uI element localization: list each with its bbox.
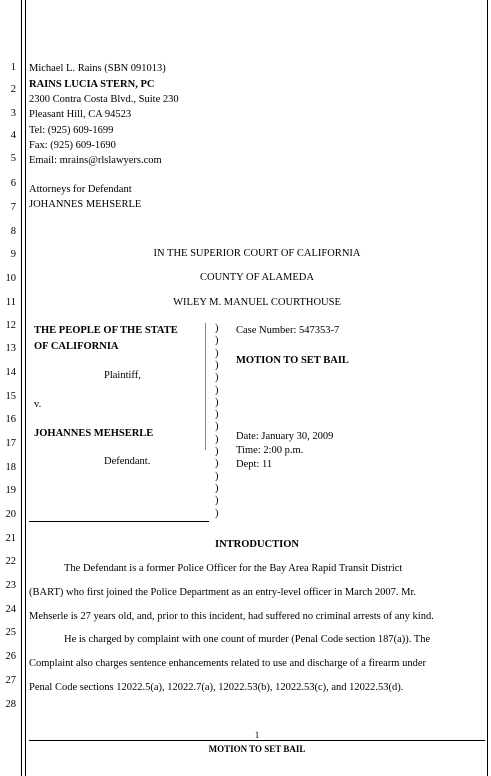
firm-email: Email: mrains@rlslawyers.com: [29, 155, 162, 166]
caption-paren: ): [215, 458, 219, 470]
line-number: 16: [5, 414, 16, 425]
court-county: COUNTY OF ALAMEDA: [200, 272, 314, 283]
caption-divider: [205, 323, 206, 450]
court-name: IN THE SUPERIOR COURT OF CALIFORNIA: [153, 248, 361, 259]
line-number: 14: [5, 367, 16, 378]
paragraph-2-line-2: Complaint also charges sentence enhancements related to use and discharge of a firearm under: [29, 658, 427, 669]
line-numbers: [0, 0, 18, 776]
line-number: 22: [5, 556, 16, 567]
courthouse-name: WILEY M. MANUEL COURTHOUSE: [173, 297, 341, 308]
line-number: 6: [10, 178, 16, 189]
firm-tel: Tel: (925) 609-1699: [29, 125, 114, 136]
paragraph-1-line-2: (BART) who first joined the Police Department as an entry-level officer in March 2007. Mr.: [29, 587, 416, 598]
versus: v.: [34, 399, 42, 410]
section-heading: INTRODUCTION: [214, 539, 299, 550]
line-number: 25: [5, 627, 16, 638]
line-number: 17: [5, 438, 16, 449]
hearing-date: Date: January 30, 2009: [236, 431, 334, 442]
hearing-time: Time: 2:00 p.m.: [236, 445, 304, 456]
plaintiff-name-1: THE PEOPLE OF THE STATE: [34, 325, 178, 336]
plaintiff-name-2: OF CALIFORNIA: [34, 341, 119, 352]
footer-rule: [29, 740, 485, 741]
line-number: 7: [10, 202, 16, 213]
plaintiff-role: Plaintiff,: [104, 370, 141, 381]
line-number: 2: [10, 84, 16, 95]
caption-paren: ): [215, 421, 219, 433]
line-number: 27: [5, 675, 16, 686]
defendant-name: JOHANNES MEHSERLE: [34, 428, 154, 439]
line-number: 21: [5, 533, 16, 544]
footer-title: MOTION TO SET BAIL: [208, 744, 306, 754]
caption-paren: ): [215, 446, 219, 457]
caption-paren: ): [215, 409, 219, 421]
line-number: 1: [10, 62, 16, 73]
paragraph-2-line-1: He is charged by complaint with one count of murder (Penal Code section 187(a)). The: [64, 634, 431, 645]
caption-bottom-rule: [29, 521, 209, 522]
paragraph-2-line-3: Penal Code sections 12022.5(a), 12022.7(a), 12022.53(b), 12022.53(c), and 12022.53(d).: [29, 682, 404, 693]
line-number: 3: [10, 108, 16, 119]
right-margin-rule: [487, 0, 488, 776]
line-number: 11: [5, 297, 16, 308]
line-number: 9: [10, 249, 16, 260]
line-number: 28: [5, 699, 16, 710]
line-number: 4: [10, 130, 16, 141]
line-number: 23: [5, 580, 16, 591]
case-number: Case Number: 547353-7: [236, 325, 340, 336]
line-number: 15: [5, 391, 16, 402]
motion-title: MOTION TO SET BAIL: [236, 355, 349, 366]
left-margin-rule: [21, 0, 22, 776]
paragraph-1-line-3: Mehserle is 27 years old, and, prior to this incident, had suffered no criminal arrests of any kind.: [29, 611, 434, 622]
left-margin-rule-inner: [25, 0, 26, 776]
firm-name: RAINS LUCIA STERN, PC: [29, 79, 155, 90]
firm-address-1: 2300 Contra Costa Blvd., Suite 230: [29, 94, 179, 105]
hearing-dept: Dept: 11: [236, 459, 273, 470]
firm-fax: Fax: (925) 609-1690: [29, 140, 116, 151]
caption-paren: ): [215, 323, 219, 334]
caption-paren: ): [215, 335, 219, 347]
line-number: 10: [5, 273, 16, 284]
firm-address-2: Pleasant Hill, CA 94523: [29, 109, 132, 120]
page-number: 1: [254, 730, 260, 740]
line-number: 24: [5, 604, 16, 615]
line-number: 13: [5, 343, 16, 354]
line-number: 26: [5, 651, 16, 662]
caption-paren: ): [215, 372, 219, 384]
caption-paren: ): [215, 495, 219, 507]
attorney-name: Michael L. Rains (SBN 091013): [29, 63, 166, 74]
caption-paren: ): [215, 384, 219, 396]
caption-paren: ): [215, 470, 219, 482]
caption-paren: ): [215, 347, 219, 359]
line-number: 18: [5, 462, 16, 473]
client-name: JOHANNES MEHSERLE: [29, 199, 142, 210]
attorneys-for: Attorneys for Defendant: [29, 184, 132, 195]
caption-paren: ): [215, 507, 219, 519]
line-number: 19: [5, 485, 16, 496]
caption-paren: ): [215, 359, 219, 371]
caption-paren: ): [215, 482, 219, 494]
line-number: 20: [5, 509, 16, 520]
line-number: 5: [10, 153, 16, 164]
caption-paren: ): [215, 396, 219, 408]
defendant-role: Defendant.: [104, 456, 151, 467]
line-number: 8: [10, 226, 16, 237]
caption-paren: ): [215, 433, 219, 445]
paragraph-1-line-1: The Defendant is a former Police Officer for the Bay Area Rapid Transit District: [64, 563, 403, 574]
line-number: 12: [5, 320, 16, 331]
